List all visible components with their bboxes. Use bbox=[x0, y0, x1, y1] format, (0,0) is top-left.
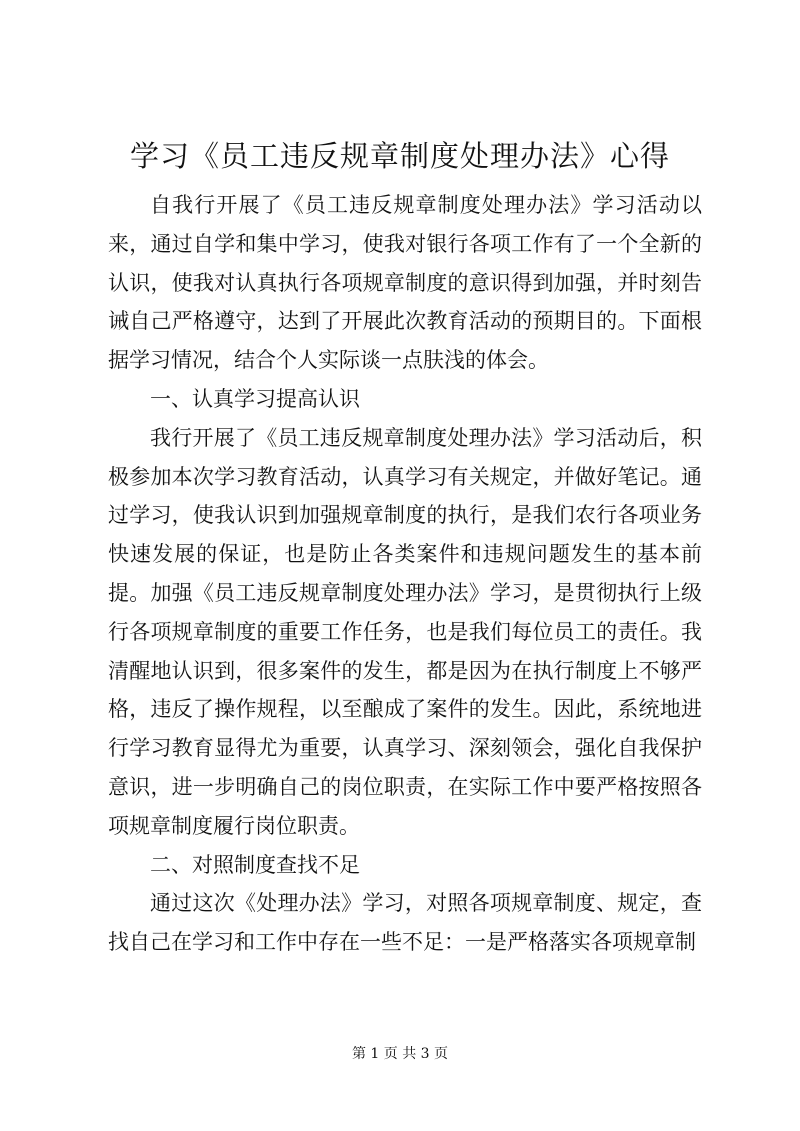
section-1-paragraph: 我行开展了《员工违反规章制度处理办法》学习活动后，积极参加本次学习教育活动，认真学习有关规定，并做好笔记。通过学习，使我认识到加强规章制度的执行，是我们农行各项业务快速发展的保证，也是防止各类案件和违规问题发生的基本前提。加强《员工违反规章制度处理办法》学习，是贯彻执行上级行各项规章制度的重要工作任务，也是我们每位员工的责任。我清醒地认识到，很多案件的发生，都是因为在执行制度上不够严格，违反了操作规程，以至酿成了案件的发生。因此，系统地进行学习教育显得尤为重要，认真学习、深刻领会，强化自我保护意识，进一步明确自己的岗位职责，在实际工作中要严格按照各项规章制度履行岗位职责。 bbox=[108, 425, 702, 838]
section-heading-2: 二、对照制度查找不足 bbox=[150, 852, 360, 877]
section-2-paragraph: 通过这次《处理办法》学习，对照各项规章制度、规定，查找自己在学习和工作中存在一些不足：一是严格落实各项规章制 bbox=[108, 891, 702, 955]
section-heading-1: 一、认真学习提高认识 bbox=[150, 386, 360, 411]
intro-paragraph: 自我行开展了《员工违反规章制度处理办法》学习活动以来，通过自学和集中学习，使我对银行各项工作有了一个全新的认识，使我对认真执行各项规章制度的意识得到加强，并时刻告诫自己严格遵守，达到了开展此次教育活动的预期目的。下面根据学习情况，结合个人实际谈一点肤浅的体会。 bbox=[108, 193, 702, 373]
document-title: 学习《员工违反规章制度处理办法》心得 bbox=[129, 139, 670, 173]
page-number-footer: 第 1 页 共 3 页 bbox=[351, 1046, 449, 1062]
document-body bbox=[108, 186, 702, 962]
